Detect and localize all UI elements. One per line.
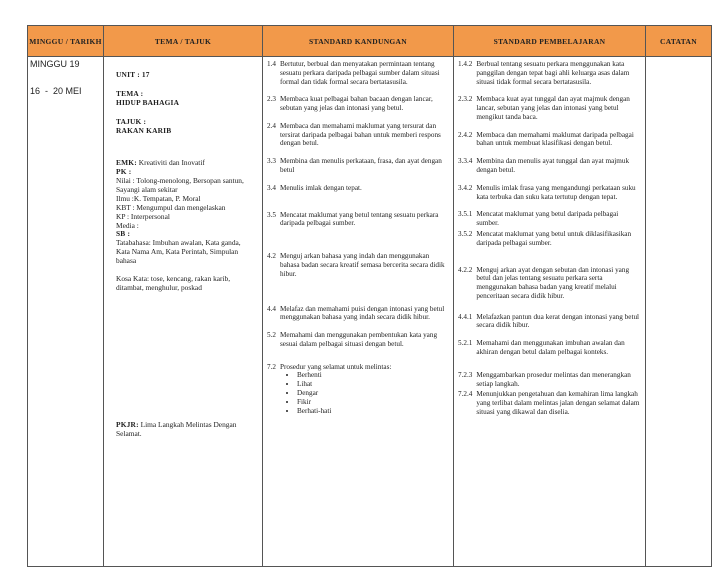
week-date: 16 - 20 MEI [30, 85, 82, 96]
rpt-table [27, 25, 712, 567]
sp-item: 3.4.2 Menulis imlak frasa yang mengandungi perkataan suku kata terbuka dan suku kata tertutup dengan tepat. [458, 183, 636, 201]
unit-label: UNIT : 17 [116, 70, 150, 79]
sp-item: 4.2.2 Menguj arkan ayat dengan sebutan dan intonasi yang betul dan jelas tentang sesuatu perkara serta menggunakan bahasa badan yang kreatif melalui penceritaan secara didik hibur. [458, 265, 630, 300]
tajuk-value: RAKAN KARIB [116, 125, 172, 135]
sk-item: 3.3 Membina dan menulis perkataan, frasa, dan ayat dengan betul [267, 157, 442, 175]
catatan-cell [646, 57, 712, 567]
tema-label: TEMA : [116, 88, 144, 98]
pk-line1: Nilai : Tolong-menolong, Bersopan santun, [116, 176, 244, 186]
header-standard-pembelajaran: STANDARD PEMBELAJARAN [454, 26, 646, 57]
sk-item: 3.4 Menulis imlak dengan tepat. [267, 183, 362, 192]
pkjr-value2: Selamat. [116, 428, 142, 438]
sk-item: 7.2 Prosedur yang selamat untuk melintas: [267, 362, 392, 371]
list-item: • Berhati-hati [297, 407, 449, 416]
ilmu-text: Ilmu :K. Tempatan, P. Moral [116, 193, 201, 203]
pkjr-label: PKJR: [116, 419, 139, 429]
header-minggu: MINGGU / TARIKH [28, 26, 104, 57]
sk-item: 5.2 Memahami dan menggunakan pembentukan kata yang sesuai dalam pelbagai situasi dengan betul. [267, 331, 438, 348]
list-item: • Berhenti [297, 371, 449, 380]
sp-item: 4.4.1 Melafazkan pantun dua kerat dengan intonasi yang betul secara didik hibur. [458, 312, 640, 330]
sp-item: 7.2.3 Menggambarkan prosedur melintas dan menerangkan setiap langkah. [458, 370, 631, 388]
tatabahasa-line2: Kata Nama Am, Kata Perintah, Simpulan [116, 247, 239, 257]
sk-item: 4.4 Melafaz dan memahami puisi dengan intonasi yang betul menggunakan bahasa yang indah secara didik hibur. [267, 304, 445, 322]
sp-item: 2.3.2 Membaca kuat ayat tunggal dan ayat majmuk dengan lancar, sebutan yang jelas dan intonasi yang betul mengikut tanda baca. [458, 95, 630, 121]
sp-item: 2.4.2 Membaca dan memahami maklumat daripada pelbagai bahan untuk membuat klasifikasi dengan betul. [458, 130, 634, 148]
week-cell [28, 57, 104, 567]
week-row [28, 57, 712, 567]
sp-item: 7.2.4 Menunjukkan pengetahuan dan kemahiran lima langkah yang terlibat dalam melintas jalan dengan selamat dalam situasi yang dikawal dan diselia. [458, 390, 640, 416]
sp-item: 5.2.1 Memahami dan menggunakan imbuhan awalan dan akhiran dengan betul dalam pelbagai konteks. [458, 339, 625, 356]
sk-item: 3.5 Mencatat maklumat yang betul tentang sesuatu perkara daripada pelbagai sumber. [267, 210, 439, 228]
pk-label: PK : [116, 167, 132, 177]
kosa-line2: ditambat, menghulur, poskad [116, 282, 202, 292]
sp-item: 3.3.4 Membina dan menulis ayat tunggal dan ayat majmuk dengan betul. [458, 157, 630, 175]
sb-label: SB : [116, 229, 131, 239]
emk-value: Kreativiti dan Inovatif [136, 158, 205, 168]
pk-line2: Sayangi alam sekitar [116, 185, 178, 194]
sk-item: 4.2 Menguj arkan bahasa yang indah dan menggunakan bahasa badan secara kreatif semasa bercerita secara didik hibur. [267, 252, 445, 278]
emk-label: EMK: [116, 158, 137, 168]
header-catatan: CATATAN [646, 26, 712, 57]
media-text: Media : [116, 220, 139, 230]
sk-bullet-list [281, 371, 449, 415]
sp-item: 3.5.1 Mencatat maklumat yang betul daripada pelbagai sumber. [458, 210, 619, 228]
tema-cell [104, 57, 263, 567]
week-label: MINGGU 19 [30, 59, 80, 69]
header-row [28, 26, 712, 57]
tatabahasa-line1: Tatabahasa: Imbuhan awalan, Kata ganda, [116, 238, 241, 248]
list-item: • Fikir [297, 398, 449, 407]
sk-item: 2.3 Membaca kuat pelbagai bahan bacaan dengan lancar, sebutan yang jelas dan intonasi yang betul. [267, 95, 433, 113]
standard-pembelajaran-cell [454, 57, 646, 567]
sp-item: 3.5.2 Mencatat maklumat yang betul untuk diklasifikasikan daripada pelbagai sumber. [458, 229, 632, 247]
header-standard-kandungan: STANDARD KANDUNGAN [263, 26, 454, 57]
tema-value: HIDUP BAHAGIA [116, 97, 180, 107]
list-item: • Lihat [297, 380, 449, 389]
kp-text: KP : Interpersonal [116, 211, 170, 221]
kosa-line1: Kosa Kata: tose, kencang, rakan karib, [116, 273, 231, 283]
pkjr-value: Lima Langkah Melintas Dengan [138, 419, 237, 429]
sk-item: 2.4 Membaca dan memahami maklumat yang tersurat dan tersirat daripada pelbagai bahan untuk memberi respons dengan betul. [267, 121, 441, 148]
list-item: • Dengar [297, 389, 449, 398]
tajuk-label: TAJUK : [116, 116, 147, 126]
kbt-text: KBT : Mengumpul dan mengelaskan [116, 202, 226, 212]
standard-kandungan-cell [263, 57, 454, 567]
sk-item: 1.4 Bertutur, berbual dan menyatakan permintaan tentang sesuatu perkara daripada pelbagai sumber dalam situasi formal dan tidak formal secara bertatasusila. [267, 60, 440, 86]
header-tema: TEMA / TAJUK [104, 26, 263, 57]
tatabahasa-line3: bahasa [116, 256, 137, 265]
sp-item: 1.4.2 Berbual tentang sesuatu perkara menggunakan kata panggilan dengan tepat bagi ahli keluarga asas dalam situasi tidak formal secara bertatasusila. [458, 60, 630, 86]
